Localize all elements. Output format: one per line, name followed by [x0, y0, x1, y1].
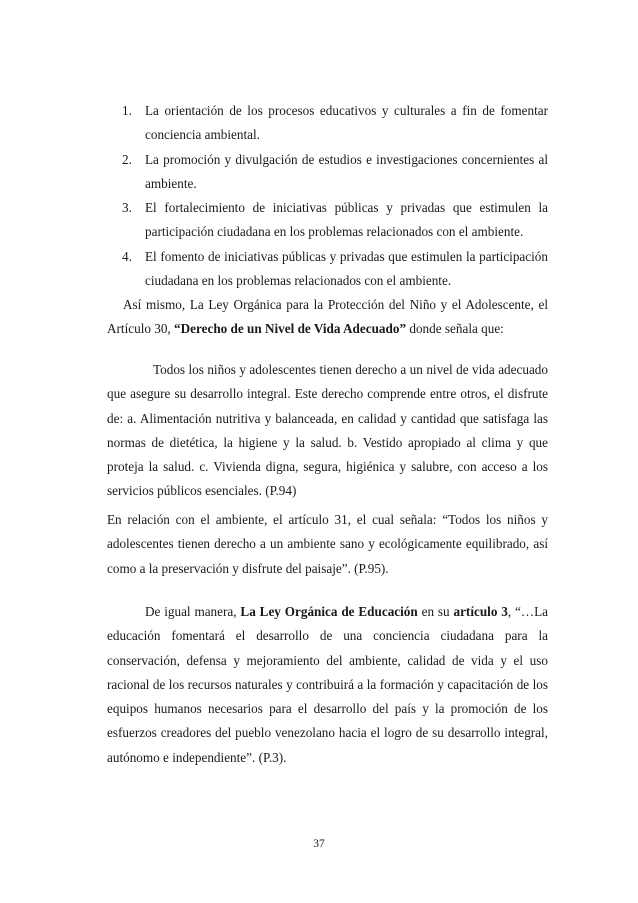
- list-item-text: El fomento de iniciativas públicas y privadas que estimulen la participación ciudadana en los problemas relacionados con el ambiente.: [145, 248, 548, 289]
- paragraph-text: En relación con el ambiente, el artículo 31, el cual señala: “Todos los niños y adolescentes tienen derecho a un ambiente sano y ecológicamente equilibrado, así como a la preservación y disfrute del paisaje”. (P.95).: [107, 512, 548, 576]
- list-item: [122, 196, 548, 245]
- numbered-list: [122, 99, 548, 293]
- quote-text: Todos los niños y adolescentes tienen derecho a un nivel de vida adecuado que asegure su desarrollo integral. Este derecho comprende entre otros, el disfrute de: a. Alimentación nutritiva y balanceada, en calidad y cantidad que satisfaga las normas de dietética, la higiene y la salud. b. Vestido apropiado al clima y que proteja la salud. c. Vivienda digna, segura, higiénica y salubre, con acceso a los servicios públicos esenciales. (P.94): [107, 362, 548, 499]
- list-item-text: La promoción y divulgación de estudios e investigaciones concernientes al ambiente.: [145, 151, 548, 191]
- list-item: [122, 99, 548, 148]
- list-item-number: 4.: [122, 248, 132, 264]
- paragraph-text: , “…La educación fomentará el desarrollo de una conciencia ciudadana para la conservación, defensa y mejoramiento del ambiente, calidad de vida y el uso racional de los recursos naturales y contribuirá a la formación y capacitación de los equipos humanos necesarios para el desarrollo del país y la promoción de los esfuerzos creadores del pueblo venezolano hacia el logro de su desarrollo integral, autónomo e independiente”. (P.3).: [107, 604, 548, 765]
- list-item: [122, 245, 548, 294]
- list-item-number: 2.: [122, 151, 132, 167]
- bold-ley-organica-educacion: La Ley Orgánica de Educación: [240, 604, 418, 619]
- paragraph-text: en su: [417, 604, 454, 619]
- page-number: 37: [313, 838, 325, 850]
- list-item: [122, 148, 548, 197]
- paragraph-text: De igual manera,: [145, 604, 241, 619]
- paragraph-ley-educacion: [107, 600, 548, 770]
- paragraph-text: donde señala que:: [406, 321, 504, 337]
- list-item-number: 3.: [122, 200, 132, 216]
- paragraph-articulo-31: [107, 508, 548, 581]
- list-item-text: La orientación de los procesos educativos y culturales a fin de fomentar conciencia ambiental.: [145, 103, 548, 143]
- paragraph-ley-proteccion-nino: [107, 293, 548, 342]
- list-item-text: El fortalecimiento de iniciativas públicas y privadas que estimulen la participación ciudadana en los problemas relacionados con el ambiente.: [145, 200, 548, 240]
- list-item-number: 1.: [122, 103, 132, 118]
- bold-articulo-3: artículo 3: [453, 604, 508, 619]
- bold-title-derecho-nivel-vida: “Derecho de un Nivel de Vida Adecuado”: [174, 321, 407, 337]
- block-quote-articulo-30: [107, 358, 548, 504]
- paragraph-text: Así mismo, La Ley Orgánica para la Protección del Niño y el Adolescente, el Artículo 30,: [107, 297, 548, 337]
